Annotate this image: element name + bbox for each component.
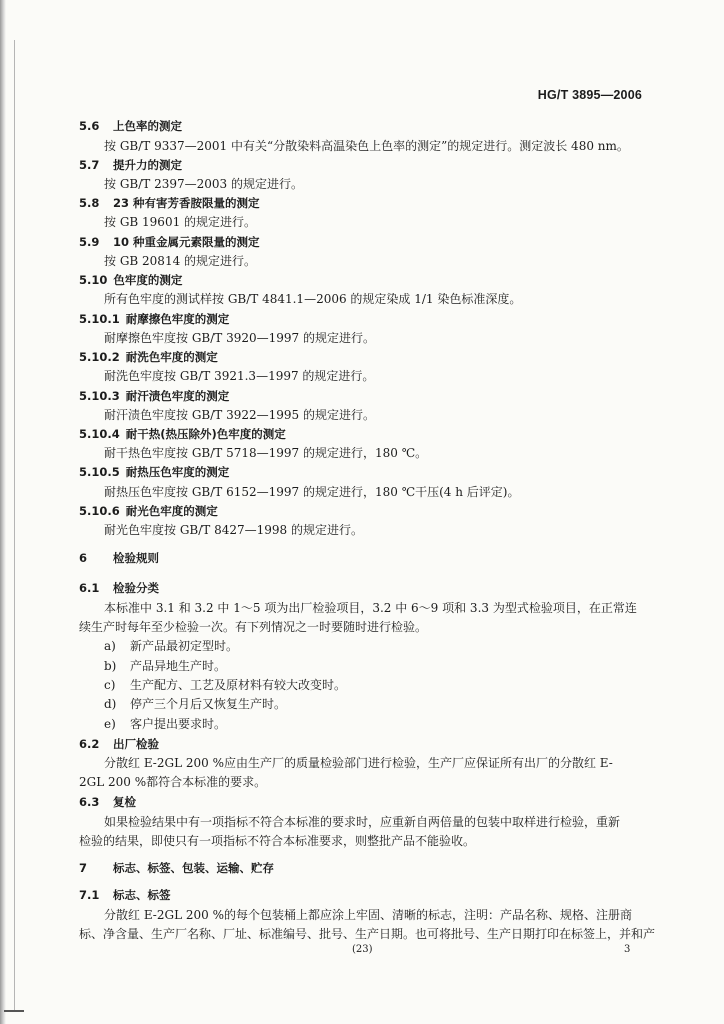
section-heading [79,426,286,442]
footer-page-paren: (23) [352,944,373,955]
section-heading [79,736,159,752]
paragraph-text: 本标准中 3.1 和 3.2 中 1～5 项为出厂检验项目，3.2 中 6～9 项和 3.3 为型式检验项目，在正常连 [104,601,637,615]
section-title: 耐干热(热压除外)色牢度的测定 [125,427,286,441]
list-item [104,658,226,674]
section-title: 10 种重金属元素限量的测定 [113,235,260,249]
section-number: 7 [79,861,88,875]
list-item-text: 停产三个月后又恢复生产时。 [130,697,287,711]
section-heading [79,794,136,810]
list-marker: d) [104,697,117,711]
footer-page-number: 3 [624,944,631,955]
section-number: 5.10.1 [79,312,120,326]
paragraph-continuation: 续生产时每年至少检验一次。有下列情况之一时要随时进行检验。 [79,620,428,634]
section-number: 5.9 [79,235,100,249]
paragraph-text: 耐摩擦色牢度按 GB/T 3920—1997 的规定进行。 [104,331,375,345]
section-title: 耐热压色牢度的测定 [125,465,230,479]
section-title: 上色率的测定 [113,119,182,133]
paragraph-continuation: 检验的结果，即使只有一项指标不符合本标准要求，则整批产品不能验收。 [79,834,476,848]
scan-edge-shadow [0,0,6,1024]
paragraph-text: 耐光色牢度按 GB/T 8427—1998 的规定进行。 [104,523,363,537]
section-number: 5.10.5 [79,465,120,479]
section-number: 5.10.3 [79,389,120,403]
section-title: 耐光色牢度的测定 [125,504,218,518]
paragraph-text: 按 GB 20814 的规定进行。 [104,254,257,268]
paragraph-text: 耐汗渍色牢度按 GB/T 3922—1995 的规定进行。 [104,408,375,422]
list-item-text: 新产品最初定型时。 [130,639,239,653]
section-title: 耐摩擦色牢度的测定 [125,312,230,326]
section-heading [79,234,260,250]
list-item [104,638,238,654]
section-number: 6.1 [79,581,100,595]
section-number: 7.1 [79,888,100,902]
list-item [104,696,286,712]
paragraph-text: 按 GB 19601 的规定进行。 [104,215,257,229]
section-heading [79,157,182,173]
section-heading [79,388,229,404]
section-heading [79,503,218,519]
section-number: 5.10.6 [79,504,120,518]
section-number: 5.6 [79,119,100,133]
section-heading [79,580,159,596]
paragraph-text: 所有色牢度的测试样按 GB/T 4841.1—2006 的规定染成 1/1 染色标准深度。 [104,292,522,306]
list-item-text: 客户提出要求时。 [130,717,227,731]
paragraph-text: 耐干热色牢度按 GB/T 5718—1997 的规定进行，180 ℃。 [104,446,428,460]
list-marker: b) [104,659,117,673]
paragraph-text: 分散红 E-2GL 200 %的每个包装桶上都应涂上牢固、清晰的标志，注明：产品名称、规格、注册商 [104,908,632,922]
list-item [104,716,226,732]
scan-corner-mark [4,1010,24,1012]
section-number: 6.2 [79,737,100,751]
section-number: 6 [79,551,88,565]
list-marker: e) [104,717,116,731]
section-title: 色牢度的测定 [113,273,183,287]
section-heading [79,887,171,903]
section-heading [79,272,182,288]
paragraph-text: 分散红 E-2GL 200 %应由生产厂的质量检验部门进行检验，生产厂应保证所有出厂的分散红 E- [104,756,613,770]
paragraph-continuation: 2GL 200 %都符合本标准的要求。 [79,775,267,789]
paragraph-text: 耐热压色牢度按 GB/T 6152—1997 的规定进行，180 ℃干压(4 h 后评定)。 [104,485,520,499]
paragraph-text: 如果检验结果中有一项指标不符合本标准的要求时，应重新自两倍量的包装中取样进行检验，重新 [104,815,621,829]
section-title: 检验分类 [113,581,159,595]
section-number: 5.10 [79,273,108,287]
scan-margin-line [14,40,15,1010]
section-heading [79,349,218,365]
section-title: 检验规则 [113,551,159,565]
section-title: 提升力的测定 [113,158,182,172]
section-number: 5.7 [79,158,100,172]
paragraph-continuation: 标、净含量、生产厂名称、厂址、标准编号、批号、生产日期。也可将批号、生产日期打印在标签上，并和产 [79,927,656,941]
section-title: 标志、标签、包装、运输、贮存 [113,861,274,875]
paragraph-text: 按 GB/T 9337—2001 中有关“分散染料高温染色上色率的测定”的规定进行。测定波长 480 nm。 [104,139,629,153]
standard-code-header: HG/T 3895—2006 [537,88,642,102]
section-number: 5.10.4 [79,427,120,441]
list-marker: c) [104,678,116,692]
list-marker: a) [104,639,116,653]
section-title: 23 种有害芳香胺限量的测定 [113,196,260,210]
list-item-text: 生产配方、工艺及原材料有较大改变时。 [130,678,347,692]
section-heading [79,550,159,566]
section-title: 复检 [113,795,136,809]
section-heading [79,464,229,480]
section-title: 耐洗色牢度的测定 [125,350,218,364]
section-heading [79,860,274,876]
section-heading [79,118,182,134]
section-title: 耐汗渍色牢度的测定 [125,389,230,403]
list-item [104,677,346,693]
section-number: 6.3 [79,795,100,809]
list-item-text: 产品异地生产时。 [130,659,227,673]
section-title: 标志、标签 [113,888,171,902]
paragraph-text: 按 GB/T 2397—2003 的规定进行。 [104,177,303,191]
section-title: 出厂检验 [113,737,159,751]
section-number: 5.8 [79,196,100,210]
paragraph-text: 耐洗色牢度按 GB/T 3921.3—1997 的规定进行。 [104,369,375,383]
section-heading [79,311,229,327]
section-number: 5.10.2 [79,350,120,364]
section-heading [79,195,260,211]
